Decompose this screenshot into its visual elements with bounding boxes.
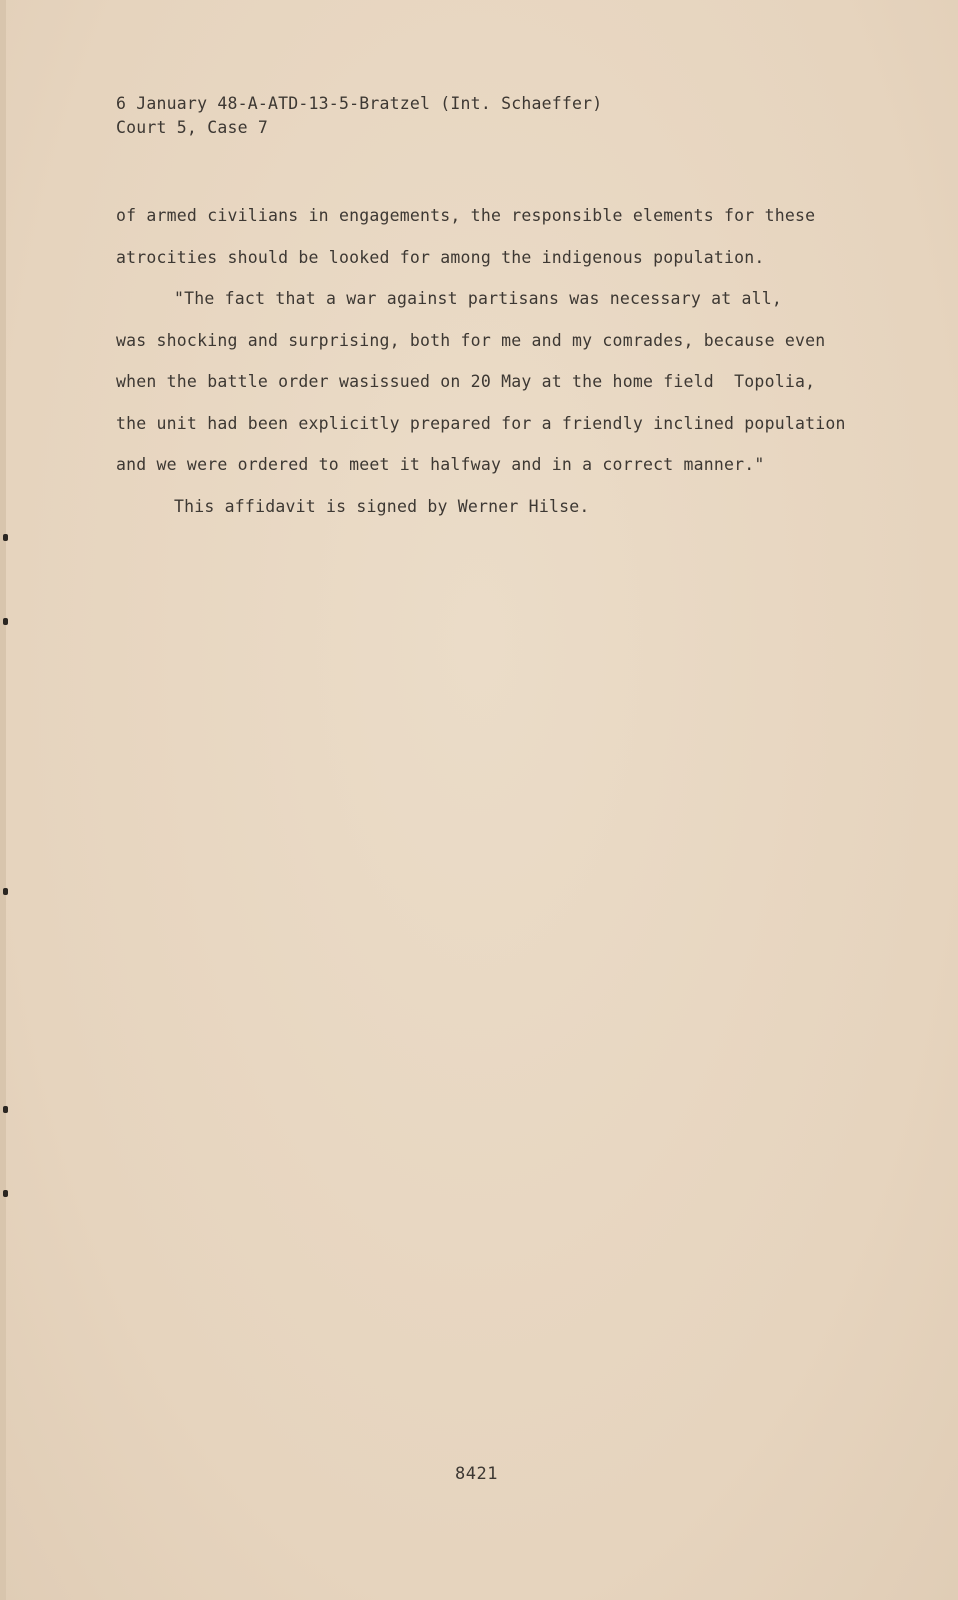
body-line-signature-note: This affidavit is signed by Werner Hilse. bbox=[174, 496, 590, 516]
punch-hole bbox=[3, 618, 8, 625]
punch-hole bbox=[3, 888, 8, 895]
body-line: of armed civilians in engagements, the responsible elements for these bbox=[116, 206, 816, 225]
page-number: 8421 bbox=[455, 1464, 498, 1484]
body-line-quote-start: "The fact that a war against partisans was necessary at all, bbox=[174, 289, 783, 308]
page-edge bbox=[0, 0, 6, 1600]
body-line: the unit had been explicitly prepared for a friendly inclined population bbox=[116, 413, 846, 433]
body-line: when the battle order wasissued on 20 May at the home field Topolia, bbox=[116, 372, 816, 391]
header-line-date-reference: 6 January 48-A-ATD-13-5-Bratzel (Int. Schaeffer) bbox=[116, 94, 603, 113]
document-header bbox=[116, 92, 602, 140]
body-line: atrocities should be looked for among the indigenous population. bbox=[116, 247, 765, 267]
body-line: was shocking and surprising, both for me and my comrades, because even bbox=[116, 330, 826, 350]
header-line-court-case: Court 5, Case 7 bbox=[116, 118, 269, 137]
document-body bbox=[116, 195, 876, 527]
body-line-quote-end: and we were ordered to meet it halfway and in a correct manner." bbox=[116, 455, 765, 474]
punch-hole bbox=[3, 534, 8, 541]
punch-hole bbox=[3, 1106, 8, 1113]
punch-hole bbox=[3, 1190, 8, 1197]
